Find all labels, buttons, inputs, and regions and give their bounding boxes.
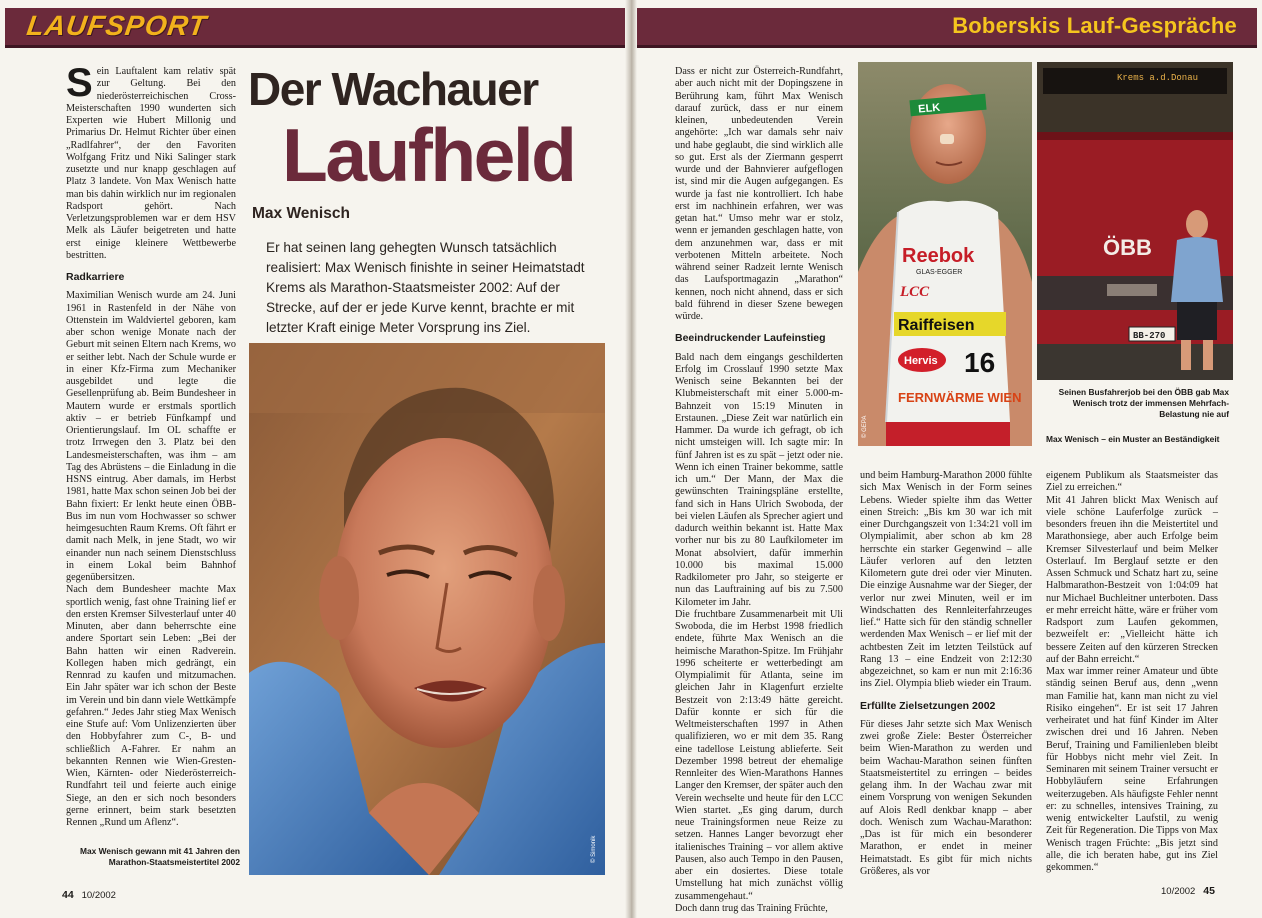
headline-line1: Der Wachauer	[248, 63, 538, 115]
body-paragraph: Doch dann trug das Training Früchte,	[675, 902, 828, 914]
subhead-radkarriere: Radkarriere	[66, 271, 125, 283]
photo-credit: © Simonik	[591, 835, 597, 863]
bus-plate: BB-270	[1133, 331, 1166, 341]
right-column-3	[1046, 470, 1218, 874]
byline: Max Wenisch	[252, 205, 350, 222]
runner-illustration	[858, 62, 1032, 446]
bib-bank: Raiffeisen	[898, 317, 975, 334]
bib-brand-sub: GLAS-EGGER	[916, 269, 963, 276]
drop-cap: S	[66, 61, 93, 105]
spine-gutter	[625, 0, 637, 918]
body-paragraph: Mit 41 Jahren blickt Max Wenisch auf viele schöne Lauferfolge zurück – besonders freuen ihn die Meistertitel und Marathonsiege, aber auch Erfolge beim Kremser Silvesterlauf und beim Melker Osterlauf. Im Berglauf setzte er den Assen Schmuck und Schatz hart zu, seine Halbmarathon-Bestzeit von 1:04:09 hat nur Michael Buchleitner unterboten. Dass er mehr erreicht hätte, wäre er früher vom Radsport zum Laufen gekommen, bezweifelt er: „Vielleicht hätte ich bessere Zeiten auf den kürzeren Strecken auf der Bahn erreicht.“	[1046, 494, 1218, 665]
bus-photo	[1037, 62, 1233, 380]
bus-destination: Krems a.d.Donau	[1117, 73, 1199, 83]
left-column	[66, 61, 236, 829]
photo-credit: © GEPA	[862, 415, 868, 438]
bib-number: 16	[964, 347, 996, 378]
subhead-laufeinstieg: Beeindruckender Laufeinstieg	[675, 332, 826, 345]
bus-illustration	[1037, 62, 1233, 380]
body-paragraph: Die fruchtbare Zusammenarbeit mit Uli Swoboda, die im Herbst 1998 friedlich endete, führte Max Wenisch an die heimische Marathon-Spitze. Im Frühjahr 1996 scheiterte er wetterbedingt am Olympialimit für Atlanta, seine im gleichen Jahr in Klagenfurt erzielte Bestzeit von 2:13:49 hätte gereicht. Dafür konnte er sich für die Weltmeisterschaften 1997 in Athen qualifizieren, wo er mit dem 35. Rang eine tadellose Leistung ablieferte. Seit Dezember 1998 betreut der ehemalige Rennleiter des Wien-Marathons Hannes Langer den Kremser, der später auch den Verein wechselte und heute für den LCC Wien startet. „Es ging darum, durch neue Trainingsformen neue Reize zu setzen. Hannes Langer bevorzugt eher italienisches Training – vor allem aktive Pausen, also auch Tempo in den Pausen, aber ein dosiertes. Diese totale Umstellung hat mich zunächst völlig zusammengehaut.“	[675, 608, 843, 902]
bus-logo: ÖBB	[1103, 235, 1152, 260]
portrait-illustration	[249, 343, 605, 875]
issue-label: 10/2002	[81, 890, 116, 901]
body-paragraph: eigenem Publikum als Staatsmeister das Ziel zu erreichen.“	[1046, 470, 1218, 494]
portrait-photo	[249, 343, 605, 875]
photo-caption: Max Wenisch gewann mit 41 Jahren den Marathon-Staatsmeistertitel 2002	[80, 846, 240, 867]
right-page	[631, 0, 1262, 918]
body-paragraph: Max war immer reiner Amateur und übte ständig seinen Beruf aus, denn „wenn man Familie hat, kann man nicht zu viel Risiko eingehen“. Er ist seit 17 Jahren verheiratet und hat fünf Kinder im Alter zwischen drei und 16 Jahren. Neben Beruf, Training und Familienleben bleibt für Hobbys nicht mehr viel Zeit. In Seminaren mit seinem Trainer versucht er Hobbyläufern seine Erfahrungen weiterzugeben. Als häufigste Fehler nennt er: zu schnelles, intensives Training, zu wenig entwickelter Laufstil, zu wenig Zeit für Regeneration. Die Tipps von Max Wenisch tragen Früchte: „Bis jetzt sind alle, die ich beraten habe, gut ins Ziel gekommen.“	[1046, 666, 1218, 873]
bib-store: Hervis	[904, 355, 938, 367]
right-column-2	[860, 470, 1032, 878]
body-paragraph: Dass er nicht zur Österreich-Rundfahrt, aber auch nicht mit der Dopingszene in Berührung kam, führt Max Wenisch darauf zurück, dass er nur einem kleinen, unbedeutenden Verein angehörte: „Ich war damals sehr naiv und habe geglaubt, die sind wirklich alle so gut. Erst als der Ziermann gesperrt wurde und der Bahnvierer aufgeflogen ist, sind mir die Augen aufgegangen. Es wurde ja fast nie kontrolliert. Ich habe erst im nachhinein erfahren, wer was getan hat.“ Umso mehr war er stolz, wenn er jemanden geschlagen hatte, von dem anzunehmen war, dass er mit verbotenen Mitteln arbeitete. Noch während seiner Radzeit lernte Wenisch das Laufsportmagazin „Marathon“ kennen, noch nicht ahnend, dass er sich bald führend in dieser Szene bewegen würde.	[675, 66, 843, 322]
body-paragraph: und beim Hamburg-Marathon 2000 fühlte sich Max Wenisch in der Form seines Lebens. Wieder spielte ihm das Wetter einen Streich: „Bis km 30 war ich mit einer Durchgangszeit von 1:34:21 voll im Olympialimit, aber schon ab km 28 herrschte ein starker Gegenwind – alle Läufer verloren auf den letzten Kilometern gute drei oder vier Minuten. Die einzige Ausnahme war der Sieger, der verlor nur zwei Minuten, weil er im Windschatten des Rennleiterfahrzeuges lief.“ Hatte sich für den ständig schneller werdenden Max Wenisch – er lief mit der achtbesten Zeit im letzten Teilstück auf Rang 13 – eine Endzeit von 2:12:30 abgezeichnet, so kam er nun mit 2:16:36 ins Ziel. Olympia blieb wieder ein Traum.	[860, 470, 1032, 690]
runner-caption: Max Wenisch – ein Muster an Beständigkeit	[1046, 434, 1220, 444]
header-rule	[631, 45, 1257, 48]
lead-text: Er hat seinen lang gehegten Wunsch tatsächlich realisiert: Max Wenisch finishte in seiner Heimatstadt Krems als Marathon-Staatsmeister 2002: Auf der Strecke, auf der er jede Kurve kennt, brachte er mit letzter Kraft einige Meter Vorsprung ins Ziel.	[266, 240, 585, 335]
page-footer-left	[62, 889, 116, 901]
right-column-1	[675, 66, 843, 915]
page-footer-right	[1161, 885, 1215, 897]
page-number: 45	[1203, 885, 1215, 897]
runner-photo	[858, 62, 1032, 446]
intro-text: ein Lauftalent kam relativ spät zur Geltung. Bei den niederösterreichischen Cross-Meisterschaften 1990 wunderten sich Experten wie Hubert Millonig und Primarius Dr. Helmut Richter über einen „Radlfahrer“, der den Favoriten Wolfgang Fritz und Niki Salinger stark zusetzte und nur knapp geschlagen auf Platz 3 landete. Von Max Wenisch hatte man bis dahin wirklich nur im regionalen Radsport gehört. Nach Verletzungsproblemen war er dem HSV Melk als Läufer beigetreten und hatte erst einige kleinere Wettbewerbe bestritten.	[66, 66, 236, 261]
body-paragraph: Bald nach dem eingangs geschilderten Erfolg im Crosslauf 1990 setzte Max Wenisch seine Bekannten bei der Klubmeisterschaft mit einer 5.000-m-Bahnzeit von 15:19 Minuten in Erstaunen. „Diese Zeit war natürlich ein Hammer. Da wurde ich gefragt, ob ich nicht umsteigen will. Ich sagte mir: In fünf Jahren ist es zu spät – jetzt oder nie. Wenn ich einen Trainer bekomme, sattle ich um.“ Der Mann, der Max die gewünschten Trainingspläne erstellte, fand sich in Hans Ulrich Swoboda, der bei vielen Läufen als Sprecher agiert und dadurch weithin bekannt ist. Hatte Max vorher nur bis zu 80 Laufkilometer im Monat absolviert, dafür immerhin 10.000 bis maximal 15.000 Radkilometer pro Jahr, so steigerte er nun das Lauftraining auf bis zu 7.500 Kilometer im Jahr.	[675, 351, 843, 608]
section-header-band	[5, 8, 626, 48]
bib-brand: Reebok	[902, 245, 975, 267]
subhead-zielsetzungen: Erfüllte Zielsetzungen 2002	[860, 699, 996, 712]
page-number: 44	[62, 889, 74, 901]
headline-line2: Laufheld	[282, 113, 575, 197]
issue-label: 10/2002	[1161, 886, 1196, 897]
rubric-title: Boberskis Lauf-Gespräche	[952, 13, 1237, 38]
bus-caption: Seinen Busfahrerjob bei den ÖBB gab Max Wenisch trotz der immensen Mehrfach-Belastung nie auf	[1058, 387, 1229, 419]
bib-club: LCC	[900, 284, 930, 300]
body-paragraph: Nach dem Bundesheer machte Max sportlich wenig, fast ohne Training lief er den ersten Kremser Silvesterlauf unter 40 Minuten, aber dann beherrschte eine andere Sportart sein Leben: „Bei der Bahn hatten wir einen Radverein. Kollegen haben mich gedrängt, ein Rennrad zu kaufen und mitzumachen. Ein Jahr später war ich schon der Beste im Verein und bin dann viele Wettkämpfe gefahren.“ Jedes Jahr stieg Max Wenisch eine Stufe auf: Vom Unlizenzierten über den Hobbyfahrer zum C-, B- und schließlich A-Fahrer. Er nahm an bekannten Rennen wie Wien-Gresten-Wien, Kärnten- oder Niederösterreich-Rundfahrt teil und feierte auch einige Siege, an den er sich noch besonders gerne erinnert, beim stark besetzten Rennen „Rund um Aflenz“.	[66, 584, 236, 828]
body-paragraph: Für dieses Jahr setzte sich Max Wenisch zwei große Ziele: Bester Österreicher beim Wien-Marathon zu werden und beim Wachau-Marathon seinen fünften Staatsmeistertitel zu erringen – beides gelang ihm. In der Wachau zwar mit einem Vorsprung von wenigen Sekunden auf Alois Redl denkbar knapp – aber doch. Wenisch zum Wachau-Marathon: „Das ist für mich ein besonderer Marathon, er endet in meiner Heimatstadt. Es gibt für mich nichts Größeres, als vor	[860, 718, 1032, 877]
header-rule	[5, 45, 626, 48]
rubric-band	[631, 8, 1257, 48]
section-logo: LAUFSPORT	[24, 10, 209, 41]
body-paragraph: Maximilian Wenisch wurde am 24. Juni 1961 in Rastenfeld in der Nähe von Ottenstein im Waldviertel geboren, kam aber schon wenige Monate nach der Geburt mit seinen Eltern nach Krems, wo er seither lebt. Nach der Schule wurde er in einer Kfz-Firma zum Mechaniker ausgebildet und legte die Gesellenprüfung ab. Beim Bundesheer in Mautern wurde er erstmals sportlich aktiv – er betrieb Fünfkampf und Orientierungslauf. Im OL schaffte er trotz Irrwegen den 3. Platz bei den Landesmeisterschaften, was ihm – am Tag des Abrüstens – die Einladung in die HSNS eintrug. Aber damals, im Herbst 1981, hatte Max schon seinen Job bei der Bahn fixiert: Er lenkt heute einen ÖBB-Bus im nun vom Hochwasser so schwer heimgesuchten Raum Krems. Oft fährt er damit nach Melk, in jene Stadt, wo wir einander nun nach seinem Dienstschluss in einem Lokal beim Bahnhof gegenübersitzen.	[66, 290, 236, 583]
bib-banner: FERNWÄRME WIEN	[898, 390, 1022, 405]
headband-text: ELK	[917, 101, 941, 116]
intro-paragraph	[66, 61, 236, 262]
